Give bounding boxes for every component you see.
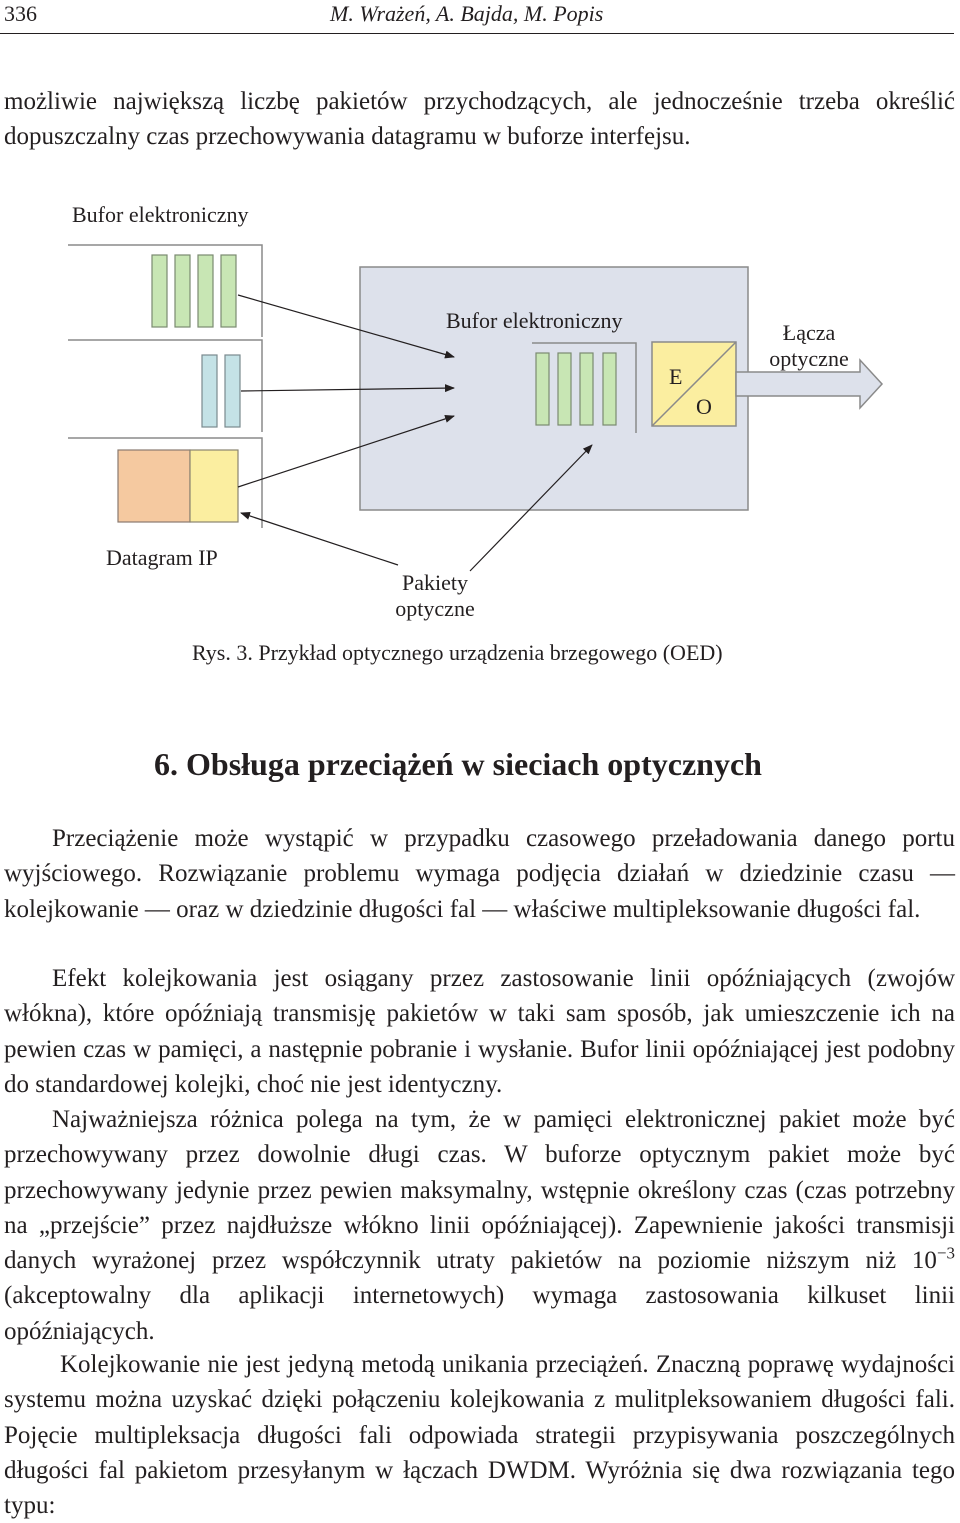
- header-rule: [0, 33, 954, 34]
- paragraph-4: [4, 1347, 955, 1523]
- green-packet: [175, 255, 190, 327]
- green-packet: [603, 353, 616, 425]
- figure-oed: [0, 190, 960, 690]
- paragraph-4-text: Kolejkowanie nie jest jedyną metodą unikania przeciążeń. Znaczną poprawę wydajności systemu można uzyskać dzięki połączeniu kolejkowania z mulitpleksowaniem długości fali. Pojęcie multipleksacja długości fali odpowiada strategii przypisywania poszczególnych długości fal pakietom przesyłanym w łączach DWDM. Wyróżnia się dwa rozwiązania tego typu:: [4, 1351, 955, 1520]
- optical-packets-label-line1: Pakiety: [402, 570, 468, 595]
- section-heading: 6. Obsługa przeciążeń w sieciach optycznych: [154, 746, 762, 782]
- optical-packets-label: [390, 570, 480, 622]
- green-packet: [558, 353, 571, 425]
- inner-buffer-label: Bufor elektroniczny: [446, 308, 623, 333]
- loss-rate-base: 10: [911, 1247, 937, 1275]
- paragraph-2-text: Efekt kolejkowania jest osiągany przez zastosowanie linii opóźniających (zwojów włókna), które opóźniają transmisję pakietów w taki sam sposób, jak umieszczenie ich na pewien czas w pamięci, a następnie pobranie i wysłanie. Bufor linii opóźniającej jest podobny do standardowej kolejki, choć nie jest identyczny.: [4, 965, 955, 1098]
- paragraph-1: [4, 821, 955, 927]
- optical-links-label: [764, 320, 854, 372]
- intro-paragraph: możliwie największą liczbę pakietów przychodzących, ale jednocześnie trzeba określić dopuszczalny czas przechowywania datagramu w buforze interfejsu.: [4, 88, 955, 151]
- datagram-ip-label: Datagram IP: [106, 545, 218, 570]
- page-number: 336: [4, 1, 37, 26]
- optical-links-label-line1: Łącza: [782, 320, 836, 345]
- blue-packet: [225, 355, 240, 427]
- loss-rate-exponent: −3: [936, 1243, 955, 1263]
- green-packet: [198, 255, 213, 327]
- paragraph-1-text: Przeciążenie może wystąpić w przypadku czasowego przeładowania danego portu wyjściowego. Rozwiązanie problemu wymaga podjęcia działań w dziedzinie czasu — kolejkowanie — oraz w dziedzinie długości fal — właściwe multipleksowanie długości fal.: [4, 825, 955, 923]
- green-packet: [152, 255, 167, 327]
- paragraph-2: [4, 961, 955, 1102]
- annotation-arrow: [241, 513, 398, 565]
- green-packet: [580, 353, 593, 425]
- eo-converter: [652, 342, 736, 426]
- paragraph-3: [4, 1102, 955, 1349]
- paragraph-3-tail: (akceptowalny dla aplikacji internetowych) wymaga zastosowania kilkuset linii opóźniających.: [4, 1282, 955, 1345]
- running-head: M. Wrażeń, A. Bajda, M. Popis: [330, 1, 604, 26]
- figure-caption: Rys. 3. Przykład optycznego urządzenia brzegowego (OED): [192, 640, 723, 665]
- green-packet: [221, 255, 236, 327]
- paragraph-3-text: Najważniejsza różnica polega na tym, że w pamięci elektronicznej pakiet może być przechowywany przez dowolnie długi czas. W buforze optycznym pakiet może być przechowywany jedynie przez pewien maksymalny, wstępnie określony czas (czas potrzebny na „przejście” przez najdłuższe włókno linii opóźniającej). Zapewnienie jakości transmisji danych wyrażonej przez współczynnik utraty pakietów na poziomie niższym niż: [4, 1106, 955, 1275]
- datagram-header-block: [118, 450, 190, 522]
- blue-packets: [202, 355, 240, 427]
- green-packet: [536, 353, 549, 425]
- datagram-block: [118, 450, 238, 522]
- converter-o-label: O: [696, 394, 712, 419]
- green-packets: [152, 255, 236, 327]
- converter-e-label: E: [669, 364, 683, 389]
- figure-diagram: [0, 190, 960, 690]
- outer-buffer-label: Bufor elektroniczny: [72, 202, 249, 227]
- blue-packet: [202, 355, 217, 427]
- datagram-payload-block: [190, 450, 238, 522]
- optical-links-label-line2: optyczne: [769, 346, 849, 371]
- optical-packets-label-line2: optyczne: [395, 596, 475, 621]
